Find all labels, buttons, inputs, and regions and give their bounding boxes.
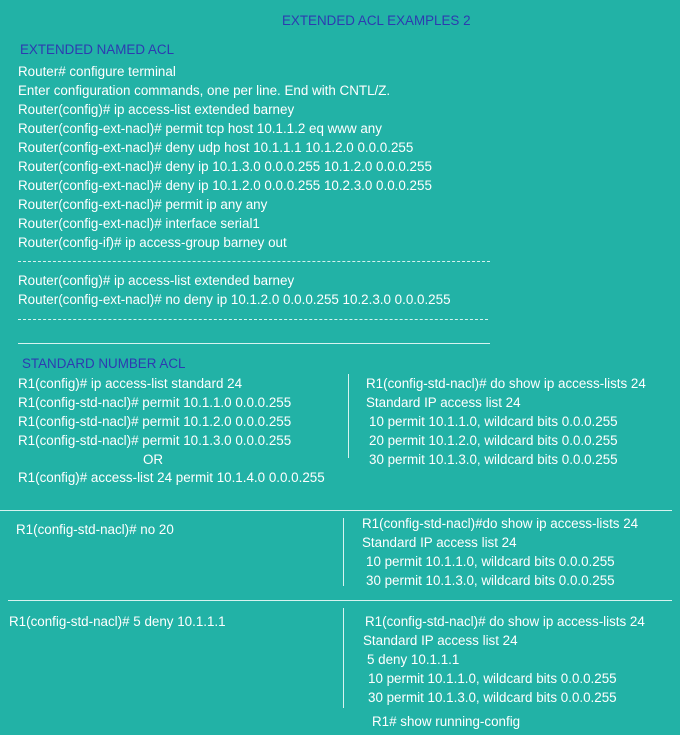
standard-right-line: 20 permit 10.1.2.0, wildcard bits 0.0.0.255 — [369, 433, 618, 448]
standard-right-line: R1(config-std-nacl)# do show ip access-lists 24 — [366, 376, 646, 391]
standard-left-line: R1(config)# ip access-list standard 24 — [18, 376, 243, 391]
block3-right-line: 5 deny 10.1.1.1 — [367, 652, 460, 667]
show-running-config-line: R1# show running-config — [372, 714, 521, 729]
edit-line: Router(config)# ip access-list extended barney — [18, 273, 295, 288]
standard-number-acl-heading: STANDARD NUMBER ACL — [22, 356, 186, 371]
named-line: Router# configure terminal — [18, 64, 176, 79]
standard-right-line: 10 permit 10.1.1.0, wildcard bits 0.0.0.255 — [369, 414, 618, 429]
dashed-divider — [18, 261, 490, 262]
or-label: OR — [143, 452, 164, 467]
block3-left-line: R1(config-std-nacl)# 5 deny 10.1.1.1 — [9, 614, 226, 629]
page-title: EXTENDED ACL EXAMPLES 2 — [282, 13, 471, 28]
vertical-divider — [343, 518, 344, 586]
solid-divider — [0, 510, 672, 511]
alternative-command-line: R1(config)# access-list 24 permit 10.1.4.0 0.0.0.255 — [18, 470, 325, 485]
standard-left-line: R1(config-std-nacl)# permit 10.1.1.0 0.0.0.255 — [18, 395, 292, 410]
named-line: Router(config-ext-nacl)# deny ip 10.1.3.0 0.0.0.255 10.1.2.0 0.0.0.255 — [18, 159, 432, 174]
block2-right-line: Standard IP access list 24 — [362, 535, 517, 550]
solid-divider — [18, 343, 490, 344]
block2-right-line: R1(config-std-nacl)#do show ip access-lists 24 — [362, 516, 639, 531]
standard-right-line: Standard IP access list 24 — [366, 395, 521, 410]
block3-right-line: 30 permit 10.1.3.0, wildcard bits 0.0.0.255 — [368, 690, 617, 705]
standard-left-line: R1(config-std-nacl)# permit 10.1.3.0 0.0.0.255 — [18, 433, 292, 448]
standard-right-line: 30 permit 10.1.3.0, wildcard bits 0.0.0.255 — [369, 452, 618, 467]
block3-right-line: R1(config-std-nacl)# do show ip access-lists 24 — [365, 614, 645, 629]
named-line: Router(config-ext-nacl)# permit tcp host 10.1.1.2 eq www any — [18, 121, 382, 136]
edit-line: Router(config-ext-nacl)# no deny ip 10.1.2.0 0.0.0.255 10.2.3.0 0.0.0.255 — [18, 292, 451, 307]
solid-divider — [8, 600, 672, 601]
named-line: Router(config-ext-nacl)# permit ip any any — [18, 197, 268, 212]
named-line: Router(config-ext-nacl)# deny ip 10.1.2.0 0.0.0.255 10.2.3.0 0.0.0.255 — [18, 178, 432, 193]
extended-named-acl-heading: EXTENDED NAMED ACL — [20, 42, 175, 57]
block2-right-line: 30 permit 10.1.3.0, wildcard bits 0.0.0.255 — [366, 573, 615, 588]
block3-right-line: Standard IP access list 24 — [363, 633, 518, 648]
block2-right-line: 10 permit 10.1.1.0, wildcard bits 0.0.0.255 — [366, 554, 615, 569]
named-line: Enter configuration commands, one per line. End with CNTL/Z. — [18, 83, 391, 98]
named-line: Router(config)# ip access-list extended barney — [18, 102, 295, 117]
named-line: Router(config-ext-nacl)# interface serial1 — [18, 216, 260, 231]
vertical-divider — [343, 608, 344, 708]
dashed-divider — [18, 319, 488, 320]
standard-left-line: R1(config-std-nacl)# permit 10.1.2.0 0.0.0.255 — [18, 414, 292, 429]
named-line: Router(config-if)# ip access-group barney out — [18, 235, 287, 250]
named-line: Router(config-ext-nacl)# deny udp host 10.1.1.1 10.1.2.0 0.0.0.255 — [18, 140, 414, 155]
vertical-divider — [348, 374, 349, 458]
block3-right-line: 10 permit 10.1.1.0, wildcard bits 0.0.0.255 — [368, 671, 617, 686]
block2-left-line: R1(config-std-nacl)# no 20 — [16, 522, 174, 537]
